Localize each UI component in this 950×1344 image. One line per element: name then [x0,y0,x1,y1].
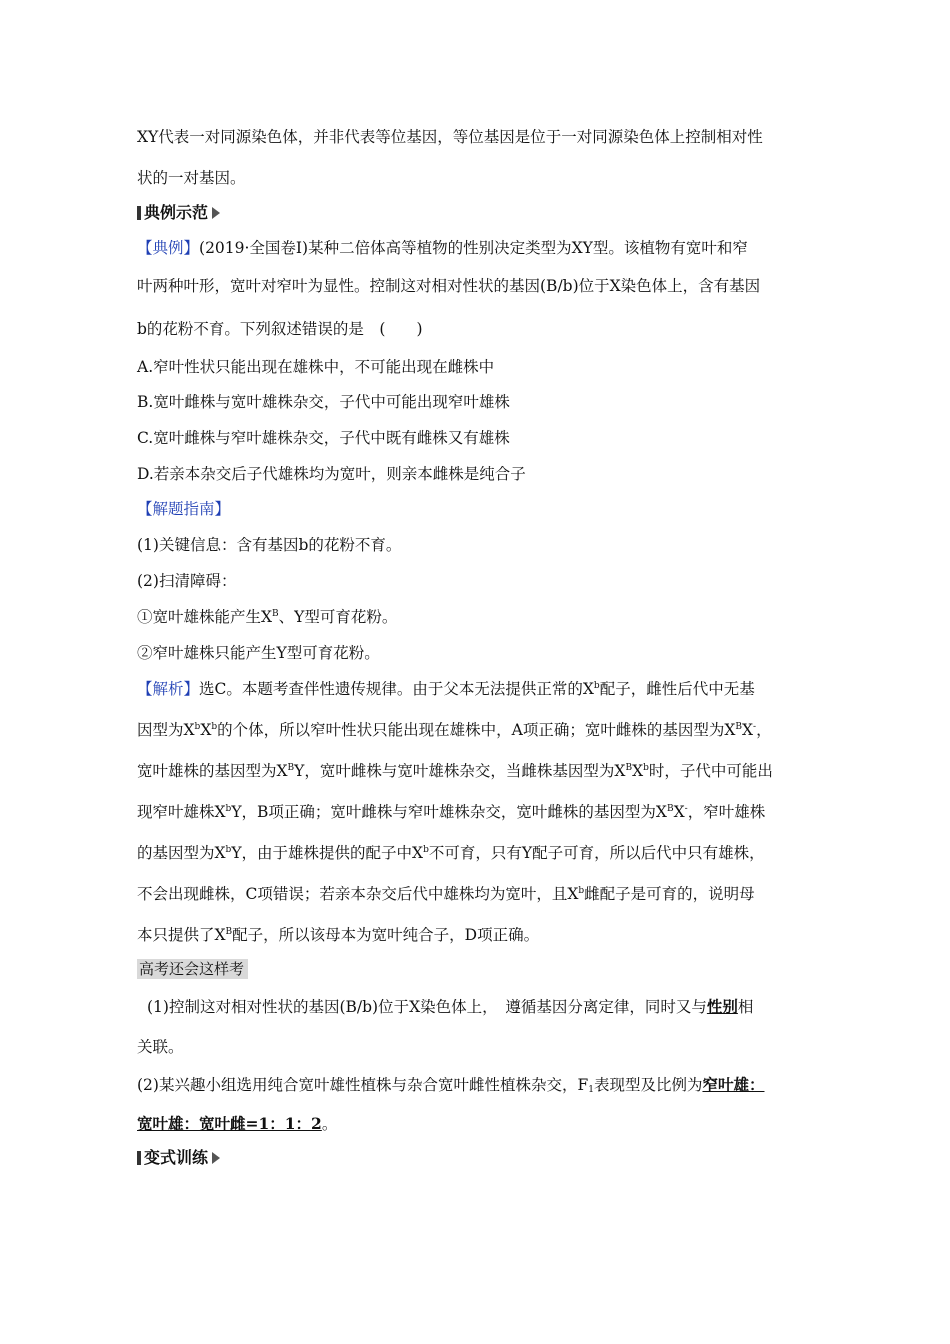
text-run: 宽叶雄株的基因型为X [137,762,288,780]
text-run: 配子，所以该母本为宽叶纯合子，D项正确。 [232,926,540,944]
superscript: b [211,722,218,732]
guide-tag: 【解题指南】 [137,500,231,518]
gaokao-q1-line-2: 关联。 [137,1038,184,1056]
guide-point-1: (1)关键信息：含有基因b的花粉不育。 [137,536,402,554]
option-d: D.若亲本杂交后子代雄株均为宽叶，则亲本雌株是纯合子 [137,465,526,483]
text-run: Y，由于雄株提供的配子中X [231,844,424,862]
text-run: 的基因型为X [137,844,226,862]
gaokao-q1-line-1 [147,997,753,1017]
superscript: b [643,763,649,773]
superscript: B [666,804,674,814]
text-run: Y，宽叶雌株与宽叶雄株杂交，当雌株基因型为X [294,762,626,780]
option-b: B.宽叶雌株与宽叶雄株杂交，子代中可能出现窄叶雄株 [137,393,510,411]
gaokao-label: 高考还会这样考 [137,959,248,979]
text-run: (2)某兴趣小组选用纯合宽叶雄性植株与杂合宽叶雌性植株杂交，F [137,1076,589,1094]
intro-line-2: 状的一对基因。 [137,169,246,187]
analysis-line-3 [137,761,773,781]
superscript: b [423,845,429,855]
text-run: 表现型及比例为 [593,1076,703,1094]
text-run: 配子，雌性后代中无基 [599,680,755,698]
text-run: ，窄叶雄株 [687,803,766,821]
example-line-2: 叶两种叶形，宽叶对窄叶为显性。控制这对相对性状的基因(B/b)位于X染色体上，含有基因 [137,277,761,295]
superscript: b [225,845,232,855]
analysis-line-7 [137,925,539,945]
superscript: B [225,927,233,937]
option-c: C.宽叶雌株与窄叶雄株杂交，子代中既有雌株又有雄株 [137,429,510,447]
triangle-right-icon [212,1152,220,1164]
text-run: ①宽叶雄株能产生X [137,608,273,626]
text-run: 不会出现雌株，C项错误；若亲本杂交后代中雄株均为宽叶，且X [137,885,579,903]
superscript: b [578,886,585,896]
text-run: 的个体，所以窄叶性状只能出现在雄株中，A项正确；宽叶雌株的基因型为X [217,721,736,739]
gaokao-q2-line-1 [137,1075,764,1095]
example-line-3: b的花粉不育。下列叙述错误的是 ( ) [137,320,423,338]
text-run: 选C。本题考查伴性遗传规律。由于父本无法提供正常的X [199,680,594,698]
text-run: 、Y型可育花粉。 [278,608,398,626]
triangle-right-icon [212,207,220,219]
section-title: 典例示范 [144,203,209,222]
option-a: A.窄叶性状只能出现在雄株中，不可能出现在雌株中 [137,358,495,376]
superscript: - [684,804,688,814]
superscript: B [287,763,295,773]
text-run: 不可育，只有Y配子可育，所以后代中只有雄株， [428,844,765,862]
superscript: b [593,681,600,691]
text-run: 相 [737,998,754,1016]
superscript: b [225,804,232,814]
answer-ratio-part-1: 窄叶雄： [702,1075,765,1094]
guide-point-3 [137,607,397,627]
superscript: B [625,763,633,773]
analysis-line-5 [137,843,765,863]
section-header-example [137,203,220,223]
section-header-variant [137,1148,220,1168]
superscript: B [735,722,742,732]
text-run: X [673,803,685,821]
guide-point-2: (2)扫清障碍： [137,572,237,590]
analysis-line-2 [137,720,772,740]
analysis-line-4 [137,802,765,822]
superscript: B [272,609,279,619]
gaokao-q2-line-2 [137,1114,337,1134]
superscript: - [753,722,757,732]
text-run: (1)控制这对相对性状的基因(B/b)位于X染色体上， 遵循基因分离定律，同时又与 [147,998,707,1016]
intro-line-1: XY代表一对同源染色体，并非代表等位基因，等位基因是位于一对同源染色体上控制相对性 [137,128,763,146]
section-bar-icon [137,1151,141,1165]
answer-ratio-part-2: 宽叶雄：宽叶雌=1：1：2 [137,1114,322,1133]
text-run: X [741,721,754,739]
example-tag: 【典例】 [137,239,200,257]
analysis-tag: 【解析】 [137,680,200,698]
text-run: 本只提供了X [137,926,226,944]
guide-point-4: ②窄叶雄株只能产生Y型可育花粉。 [137,644,380,662]
text-run: Y，B项正确；宽叶雌株与窄叶雄株杂交，宽叶雌株的基因型为X [231,803,667,821]
text-run: 雌配子是可育的，说明母 [584,885,755,903]
answer-sex: 性别 [706,997,738,1016]
example-text: (2019·全国卷Ⅰ)某种二倍体高等植物的性别决定类型为XY型。该植物有宽叶和窄 [199,239,748,257]
superscript: b [194,722,201,732]
text-run: ， [756,721,772,739]
text-run: X [632,762,644,780]
example-line-1 [137,238,748,258]
text-run: 时，子代中可能出 [648,762,773,780]
text-run: 现窄叶雄株X [137,803,226,821]
section-bar-icon [137,206,141,220]
analysis-line-6 [137,884,755,904]
text-run: 。 [321,1115,338,1133]
text-run: 因型为X [137,721,195,739]
section-title: 变式训练 [144,1148,209,1167]
subscript: 1 [588,1085,594,1095]
analysis-line-1 [137,679,755,699]
text-run: X [200,721,212,739]
